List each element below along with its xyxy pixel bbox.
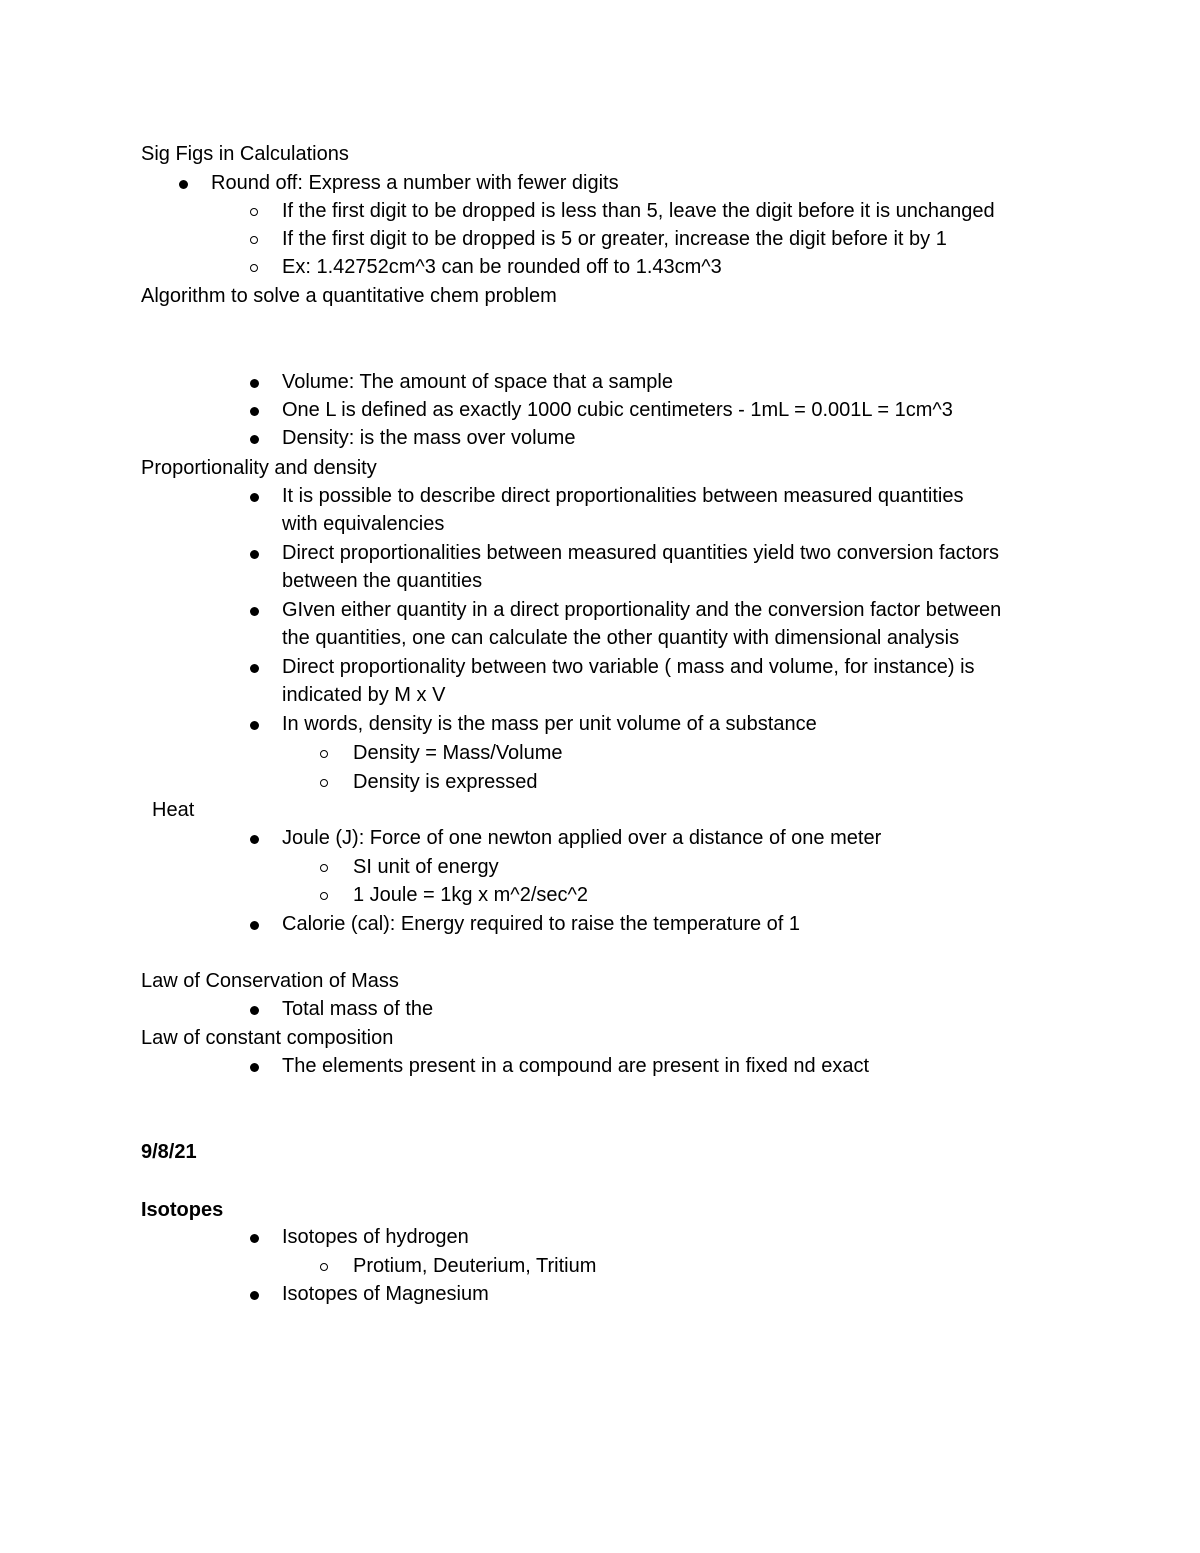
heading-algorithm: Algorithm to solve a quantitative chem problem bbox=[141, 285, 557, 307]
bullet-circle-icon bbox=[320, 779, 328, 787]
bullet-disc-icon bbox=[250, 407, 259, 416]
list-item-continuation: indicated by M x V bbox=[282, 684, 446, 706]
heading-conservation: Law of Conservation of Mass bbox=[141, 970, 399, 992]
bullet-disc-icon bbox=[250, 607, 259, 616]
bullet-disc-icon bbox=[250, 1063, 259, 1072]
list-item: Isotopes of hydrogen bbox=[282, 1226, 469, 1248]
heading-proportionality: Proportionality and density bbox=[141, 457, 377, 479]
list-item: 1 Joule = 1kg x m^2/sec^2 bbox=[353, 884, 588, 906]
list-item: Total mass of the bbox=[282, 998, 434, 1020]
list-item: Joule (J): Force of one newton applied over a distance of one meter bbox=[282, 827, 882, 849]
list-item-continuation: between the quantities bbox=[282, 570, 483, 592]
list-item: SI unit of energy bbox=[353, 856, 499, 878]
list-item-continuation: with equivalencies bbox=[282, 513, 445, 535]
bullet-disc-icon bbox=[250, 721, 259, 730]
list-item: Direct proportionalities between measured quantities yield two conversion factors bbox=[282, 542, 1000, 564]
list-item: Density: is the mass over volume bbox=[282, 427, 576, 449]
list-item: It is possible to describe direct proportionalities between measured quantities bbox=[282, 485, 964, 507]
bullet-disc-icon bbox=[250, 664, 259, 673]
list-item: The elements present in a compound are present in fixed nd exact bbox=[282, 1055, 870, 1077]
bullet-circle-icon bbox=[250, 264, 258, 272]
list-item: Calorie (cal): Energy required to raise the temperature of 1 bbox=[282, 913, 801, 935]
list-item: If the first digit to be dropped is 5 or greater, increase the digit before it by 1 bbox=[282, 228, 947, 250]
bullet-disc-icon bbox=[250, 493, 259, 502]
bullet-disc-icon bbox=[250, 921, 259, 930]
bullet-disc-icon bbox=[250, 435, 259, 444]
heading-isotopes: Isotopes bbox=[141, 1199, 224, 1221]
heading-constant-composition: Law of constant composition bbox=[141, 1027, 394, 1049]
bullet-disc-icon bbox=[250, 835, 259, 844]
list-item: In words, density is the mass per unit volume of a substance bbox=[282, 713, 817, 735]
list-item: Direct proportionality between two variable ( mass and volume, for instance) is bbox=[282, 656, 975, 678]
list-item: Protium, Deuterium, Tritium bbox=[353, 1255, 597, 1277]
bullet-disc-icon bbox=[250, 1006, 259, 1015]
bullet-circle-icon bbox=[320, 750, 328, 758]
bullet-disc-icon bbox=[250, 550, 259, 559]
date-heading: 9/8/21 bbox=[141, 1141, 197, 1163]
list-item: GIven either quantity in a direct proportionality and the conversion factor between bbox=[282, 599, 1002, 621]
heading-sig-figs: Sig Figs in Calculations bbox=[141, 143, 349, 165]
bullet-disc-icon bbox=[250, 1234, 259, 1243]
bullet-circle-icon bbox=[250, 236, 258, 244]
bullet-circle-icon bbox=[320, 892, 328, 900]
bullet-disc-icon bbox=[179, 180, 188, 189]
bullet-disc-icon bbox=[250, 379, 259, 388]
list-item: Volume: The amount of space that a sample bbox=[282, 371, 673, 393]
heading-heat: Heat bbox=[152, 799, 195, 821]
list-item: Isotopes of Magnesium bbox=[282, 1283, 489, 1305]
bullet-disc-icon bbox=[250, 1291, 259, 1300]
bullet-circle-icon bbox=[320, 864, 328, 872]
list-item: Ex: 1.42752cm^3 can be rounded off to 1.43cm^3 bbox=[282, 256, 722, 278]
bullet-circle-icon bbox=[250, 208, 258, 216]
list-item: Round off: Express a number with fewer digits bbox=[211, 172, 619, 194]
list-item: Density = Mass/Volume bbox=[353, 742, 563, 764]
list-item: One L is defined as exactly 1000 cubic centimeters - 1mL = 0.001L = 1cm^3 bbox=[282, 399, 953, 421]
list-item: If the first digit to be dropped is less than 5, leave the digit before it is unchanged bbox=[282, 200, 995, 222]
list-item-continuation: the quantities, one can calculate the other quantity with dimensional analysis bbox=[282, 627, 960, 649]
bullet-circle-icon bbox=[320, 1263, 328, 1271]
list-item: Density is expressed bbox=[353, 771, 538, 793]
